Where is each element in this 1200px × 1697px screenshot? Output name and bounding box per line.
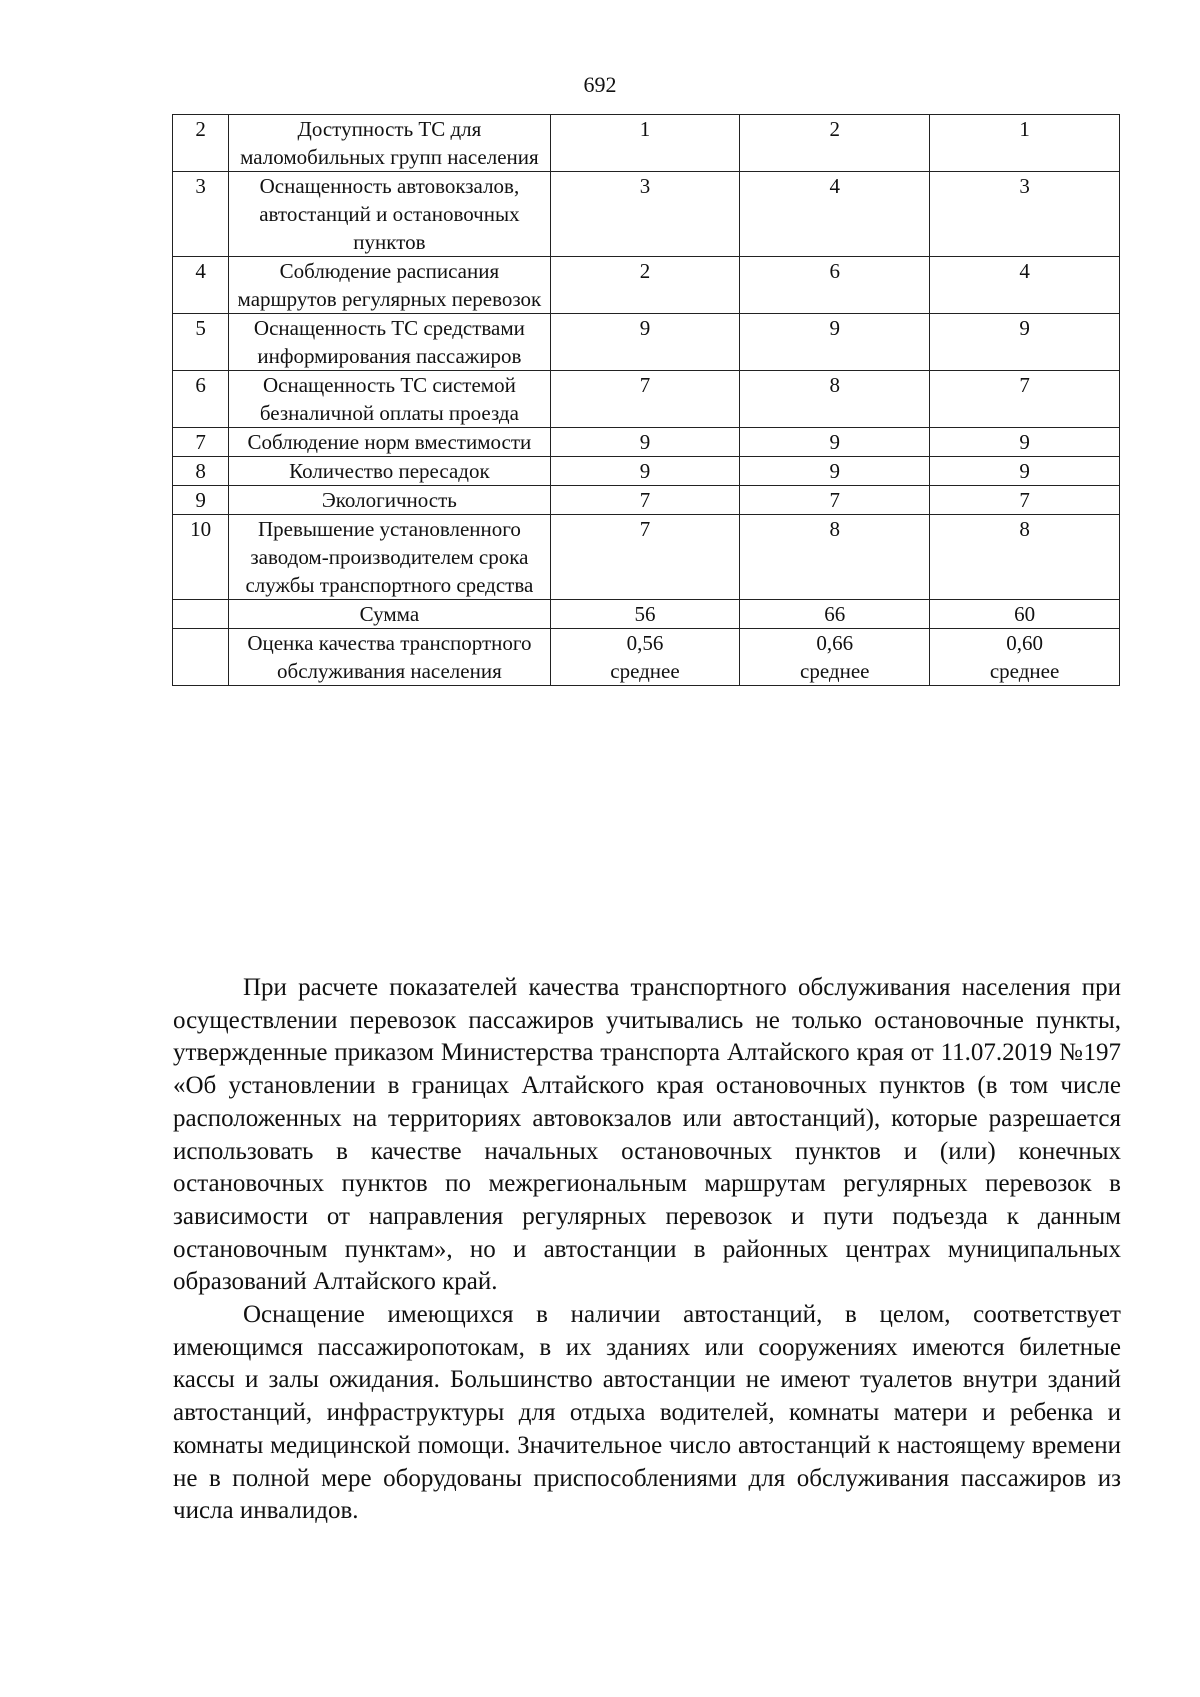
quality-rating: среднее <box>610 659 680 683</box>
table-row <box>173 371 1120 428</box>
score-cell: 9 <box>550 457 740 486</box>
score-cell: 4 <box>930 257 1120 314</box>
score-cell: 9 <box>930 457 1120 486</box>
score-cell: 9 <box>930 314 1120 371</box>
row-number: 9 <box>173 486 229 515</box>
paragraph: Оснащение имеющихся в наличии автостанций, в целом, соответствует имеющимся пассажиропотокам, в их зданиях или сооружениях имеются билетные кассы и залы ожидания. Большинство автостанции не имеют туалетов внутри зданий автостанций, инфраструктуры для отдыха водителей, комнаты матери и ребенка и комнаты медицинской помощи. Значительное число автостанций к настоящему времени не в полной мере оборудованы приспособлениями для обслуживания пассажиров из числа инвалидов. <box>173 1301 1121 1525</box>
score-cell: 2 <box>550 257 740 314</box>
score-cell: 1 <box>550 115 740 172</box>
sum-cell: 66 <box>740 600 930 629</box>
quality-row <box>173 629 1120 686</box>
sum-row <box>173 600 1120 629</box>
score-cell: 7 <box>930 486 1120 515</box>
row-number <box>173 600 229 629</box>
criterion-name: Соблюдение расписания маршрутов регулярных перевозок <box>229 257 550 314</box>
row-number: 3 <box>173 172 229 257</box>
quality-cell <box>550 629 740 686</box>
score-cell: 9 <box>740 428 930 457</box>
row-number: 8 <box>173 457 229 486</box>
page-number: 692 <box>583 72 617 97</box>
row-number: 4 <box>173 257 229 314</box>
table-row <box>173 172 1120 257</box>
table-row <box>173 428 1120 457</box>
score-cell: 9 <box>550 428 740 457</box>
quality-score: 0,56 <box>626 631 664 655</box>
table-row <box>173 257 1120 314</box>
row-number <box>173 629 229 686</box>
paragraph: При расчете показателей качества транспортного обслуживания населения при осуществлении перевозок пассажиров учитывались не только остановочные пункты, утвержденные приказом Министерства транспорта Алтайского края от 11.07.2019 №197 «Об установлении в границах Алтайского края остановочных пунктов (в том числе расположенных на территориях автовокзалов или автостанций), которые разрешается использовать в качестве начальных остановочных пунктов и (или) конечных остановочных пунктов по межрегиональным маршрутам регулярных перевозок в зависимости от направления регулярных перевозок и пути подъезда к данным остановочным пунктам», но и автостанции в районных центрах муниципальных образований Алтайского край. <box>173 974 1121 1296</box>
row-number: 2 <box>173 115 229 172</box>
quality-rating: среднее <box>989 659 1060 683</box>
score-cell: 3 <box>550 172 740 257</box>
score-cell: 9 <box>740 314 930 371</box>
score-cell: 2 <box>740 115 930 172</box>
scores-table <box>172 114 1120 686</box>
row-number: 10 <box>173 515 229 600</box>
score-cell: 3 <box>930 172 1120 257</box>
table-row <box>173 314 1120 371</box>
criterion-name: Оснащенность автовокзалов, автостанций и остановочных пунктов <box>229 172 550 257</box>
row-number: 6 <box>173 371 229 428</box>
row-number: 5 <box>173 314 229 371</box>
body-text <box>173 972 1121 1528</box>
criterion-name: Количество пересадок <box>229 457 550 486</box>
criterion-name: Экологичность <box>229 486 550 515</box>
sum-cell: 60 <box>930 600 1120 629</box>
criterion-name: Превышение установленного заводом-производителем срока службы транспортного средства <box>229 515 550 600</box>
score-cell: 1 <box>930 115 1120 172</box>
criterion-name: Соблюдение норм вместимости <box>229 428 550 457</box>
score-cell: 9 <box>740 457 930 486</box>
score-cell: 7 <box>930 371 1120 428</box>
score-cell: 7 <box>550 371 740 428</box>
quality-score: 0,66 <box>816 631 854 655</box>
table-row <box>173 115 1120 172</box>
quality-cell <box>930 629 1120 686</box>
score-cell: 8 <box>740 371 930 428</box>
score-cell: 9 <box>550 314 740 371</box>
quality-score: 0,60 <box>1006 631 1043 655</box>
table-row <box>173 486 1120 515</box>
score-cell: 7 <box>550 515 740 600</box>
score-cell: 8 <box>930 515 1120 600</box>
sum-cell: 56 <box>550 600 740 629</box>
criterion-name: Оснащенность ТС системой безналичной оплаты проезда <box>229 371 550 428</box>
score-cell: 8 <box>740 515 930 600</box>
quality-cell <box>740 629 930 686</box>
score-cell: 6 <box>740 257 930 314</box>
table-row <box>173 515 1120 600</box>
quality-label: Оценка качества транспортного обслуживания населения <box>229 629 550 686</box>
row-number: 7 <box>173 428 229 457</box>
criterion-name: Оснащенность ТС средствами информирования пассажиров <box>229 314 550 371</box>
score-cell: 7 <box>550 486 740 515</box>
criterion-name: Доступность ТС для маломобильных групп населения <box>229 115 550 172</box>
score-cell: 4 <box>740 172 930 257</box>
table-row <box>173 457 1120 486</box>
score-cell: 9 <box>930 428 1120 457</box>
sum-label: Сумма <box>229 600 550 629</box>
score-cell: 7 <box>740 486 930 515</box>
quality-rating: среднее <box>800 659 870 683</box>
